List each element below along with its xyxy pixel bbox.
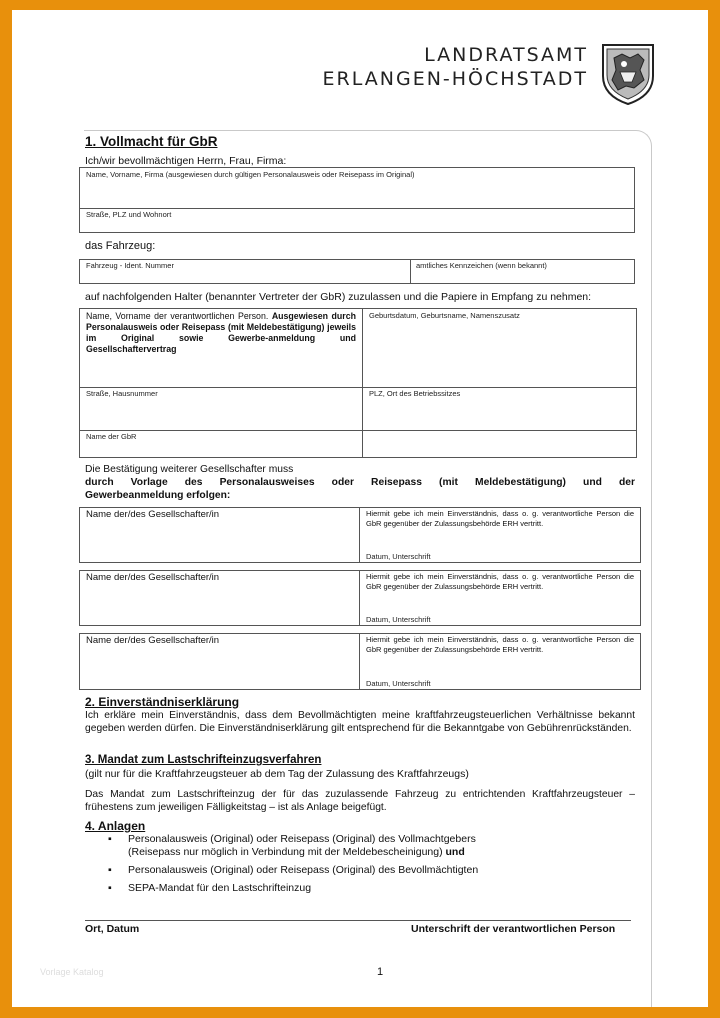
holder-intro: auf nachfolgenden Halter (benannter Vertreter der GbR) zuzulassen und die Papiere in Empfang zu nehmen:: [85, 291, 592, 303]
logo-line-1: LANDRATSAMT: [424, 44, 588, 66]
partner-consent-text: Hiermit gebe ich mein Einverständnis, dass o. g. verantwortliche Person die GbR gegenüber der Zulassungsbehörde ERH vertritt.: [366, 635, 634, 654]
section-3-subtitle: (gilt nur für die Kraftfahrzeugsteuer ab dem Tag der Zulassung des Kraftfahrzeugs): [85, 768, 469, 780]
bullet-icon: ▪: [108, 864, 112, 876]
partner-sign-label: Datum, Unterschrift: [366, 679, 431, 688]
field-label-plate: amtliches Kennzeichen (wenn bekannt): [416, 261, 547, 270]
section-1-intro: Ich/wir bevollmächtigen Herrn, Frau, Firma:: [85, 155, 287, 167]
holder-name-field: [86, 311, 356, 355]
signature-label: Unterschrift der verantwortlichen Person: [411, 923, 616, 935]
partner-sign-label: Datum, Unterschrift: [366, 552, 431, 561]
document-page: [12, 10, 708, 1007]
partner-consent-text: Hiermit gebe ich mein Einverständnis, dass o. g. verantwortliche Person die GbR gegenüber der Zulassungsbehörde ERH vertritt.: [366, 572, 634, 591]
authority-logo-text: [323, 44, 588, 90]
watermark-text: Vorlage Katalog: [40, 967, 104, 977]
partner-sign-label: Datum, Unterschrift: [366, 615, 431, 624]
field-label-house: Straße, Hausnummer: [86, 389, 158, 398]
section-3-title: 3. Mandat zum Lastschrifteinzugsverfahren: [85, 754, 322, 766]
signature-line: [85, 920, 631, 921]
coat-of-arms-icon: [600, 42, 656, 106]
list-item: ▪ Personalausweis (Original) oder Reisepass (Original) des Bevollmächtigten: [108, 864, 479, 876]
page-number: 1: [377, 966, 384, 978]
section-4-title: 4. Anlagen: [85, 819, 146, 833]
partner-consent-text: Hiermit gebe ich mein Einverständnis, dass o. g. verantwortliche Person die GbR gegenüber der Zulassungsbehörde ERH vertritt.: [366, 509, 634, 528]
section-2-title: 2. Einverständniserklärung: [85, 695, 240, 709]
holder-name-label: Name, Vorname der verantwortlichen Person.: [86, 311, 269, 321]
field-label-gbr: Name der GbR: [86, 432, 137, 441]
field-label-street: Straße, PLZ und Wohnort: [86, 210, 172, 219]
partner-name-label: Name der/des Gesellschafter/in: [86, 509, 220, 520]
list-item: ▪ Personalausweis (Original) oder Reisepass (Original) des Vollmachtgebers (Reisepass nur möglich in Verbindung mit der Meldebescheinigung) und: [108, 833, 476, 858]
field-label-vin: Fahrzeug - Ident. Nummer: [86, 261, 174, 270]
field-label-name: Name, Vorname, Firma (ausgewiesen durch gültigen Personalausweis oder Reisepass im Original): [86, 170, 415, 179]
field-label-site: PLZ, Ort des Betriebssitzes: [369, 389, 461, 398]
logo-line-2: ERLANGEN-HÖCHSTADT: [322, 68, 588, 90]
partner-name-label: Name der/des Gesellschafter/in: [86, 572, 220, 583]
partners-instruction: Die Bestätigung weiterer Gesellschafter muss durch Vorlage des Personalausweises oder Reisepass (mit Meldebestätigung) und der Gewerbeanmeldung erfolgen:: [85, 464, 635, 501]
bullet-icon: ▪: [108, 833, 112, 845]
field-label-birth: Geburtsdatum, Geburtsname, Namenszusatz: [369, 311, 520, 320]
holder-name-requirement: Ausgewiesen durch Personalausweis oder Reisepass (mit Meldebestätigung) jeweils im Original sowie Gewerbe-anmeldung und Gesellschaftervertrag: [86, 311, 356, 354]
section-3-text: Das Mandat zum Lastschrifteinzug der für das zuzulassende Fahrzeug zu entrichtenden Kraftfahrzeugsteuer – frühestens zum jeweiligen Fälligkeitstag – ist als Anlage beigefügt.: [85, 789, 635, 813]
place-date-label: Ort, Datum: [85, 923, 140, 935]
list-item: ▪ SEPA-Mandat für den Lastschrifteinzug: [108, 882, 312, 894]
section-2-text: Ich erkläre mein Einverständnis, dass dem Bevollmächtigten meine kraftfahrzeugsteuerlichen Verhältnisse bekannt gegeben werden dürfen. Die Einverständniserklärung gilt entsprechend für die Bekanntgabe von Gebührenrückständen.: [85, 710, 635, 734]
section-1-title: 1. Vollmacht für GbR: [85, 134, 218, 149]
bullet-icon: ▪: [108, 882, 112, 894]
vehicle-heading: das Fahrzeug:: [85, 240, 156, 252]
partner-name-label: Name der/des Gesellschafter/in: [86, 635, 220, 646]
